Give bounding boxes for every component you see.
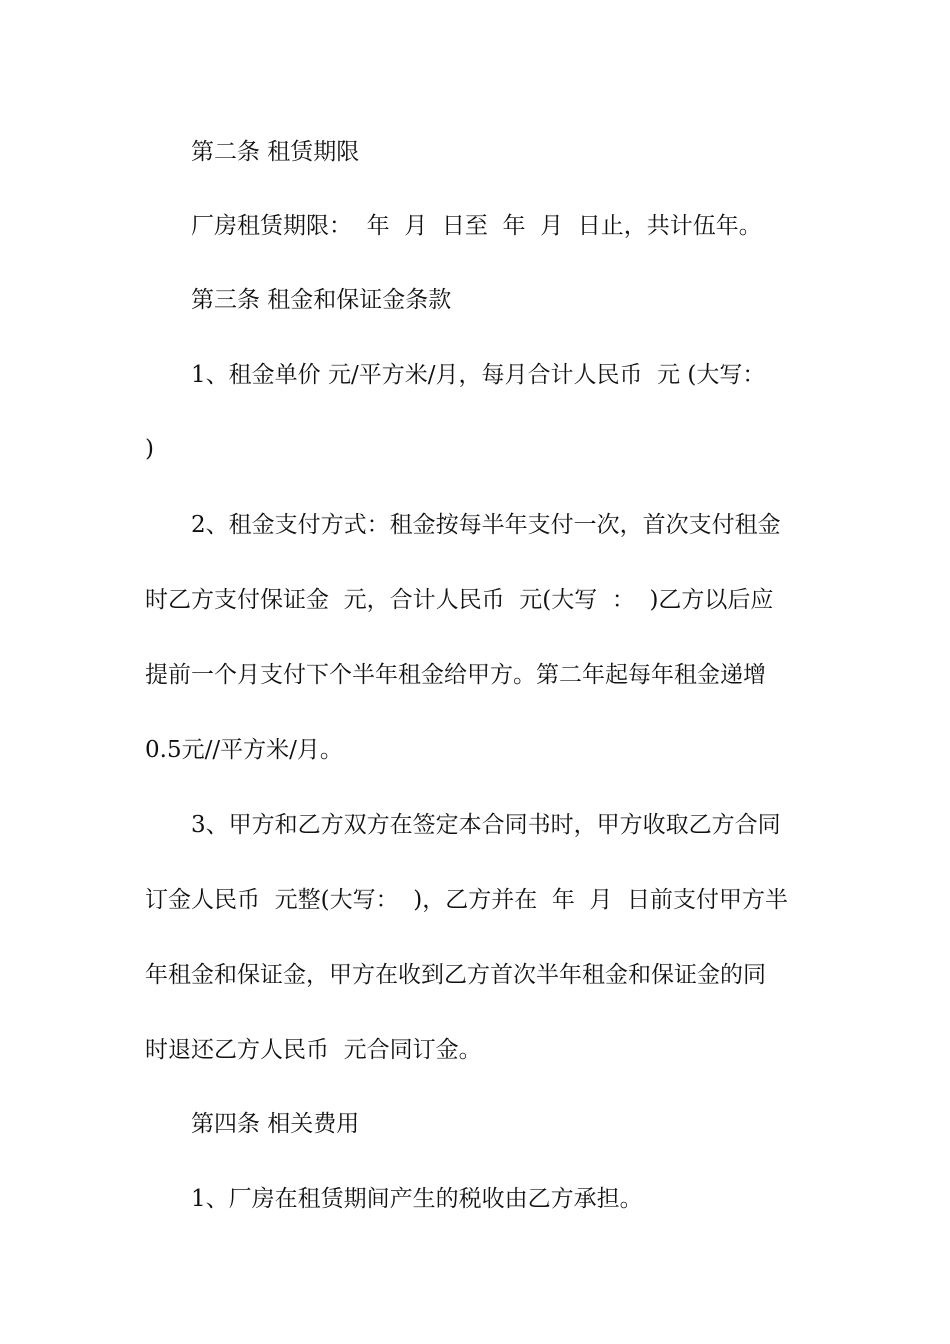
fees-clause-1: 1、厂房在租赁期间产生的税收由乙方承担。: [191, 1186, 643, 1212]
lease-period-paragraph: 厂房租赁期限： 年 月 日至 年 月 日止，共计伍年。: [191, 213, 762, 239]
clause-2-line-2: 时乙方支付保证金 元，合计人民币 元(大写 ： )乙方以后应: [145, 587, 774, 613]
section-heading-rent-deposit: 第三条 租金和保证金条款: [191, 287, 452, 313]
clause-3-line-2: 订金人民币 元整(大写： )，乙方并在 年 月 日前支付甲方半: [145, 887, 789, 913]
clause-3-line-3: 年租金和保证金，甲方在收到乙方首次半年租金和保证金的同: [145, 962, 766, 988]
section-heading-lease-term: 第二条 租赁期限: [191, 139, 360, 165]
clause-2-line-1: 2、租金支付方式：租金按每半年支付一次，首次支付租金: [191, 512, 781, 538]
clause-2-line-3: 提前一个月支付下个半年租金给甲方。第二年起每年租金递增: [145, 662, 766, 688]
clause-2-line-4: 0.5元//平方米/月。: [145, 737, 343, 763]
section-heading-related-fees: 第四条 相关费用: [191, 1111, 360, 1137]
clause-3-line-1: 3、甲方和乙方双方在签定本合同书时，甲方收取乙方合同: [191, 812, 781, 838]
clause-3-line-4: 时退还乙方人民币 元合同订金。: [145, 1037, 482, 1063]
clause-1-line-1: 1、租金单价 元/平方米/月，每月合计人民币 元 (大写：: [191, 362, 766, 388]
clause-1-line-2: ): [145, 436, 154, 462]
